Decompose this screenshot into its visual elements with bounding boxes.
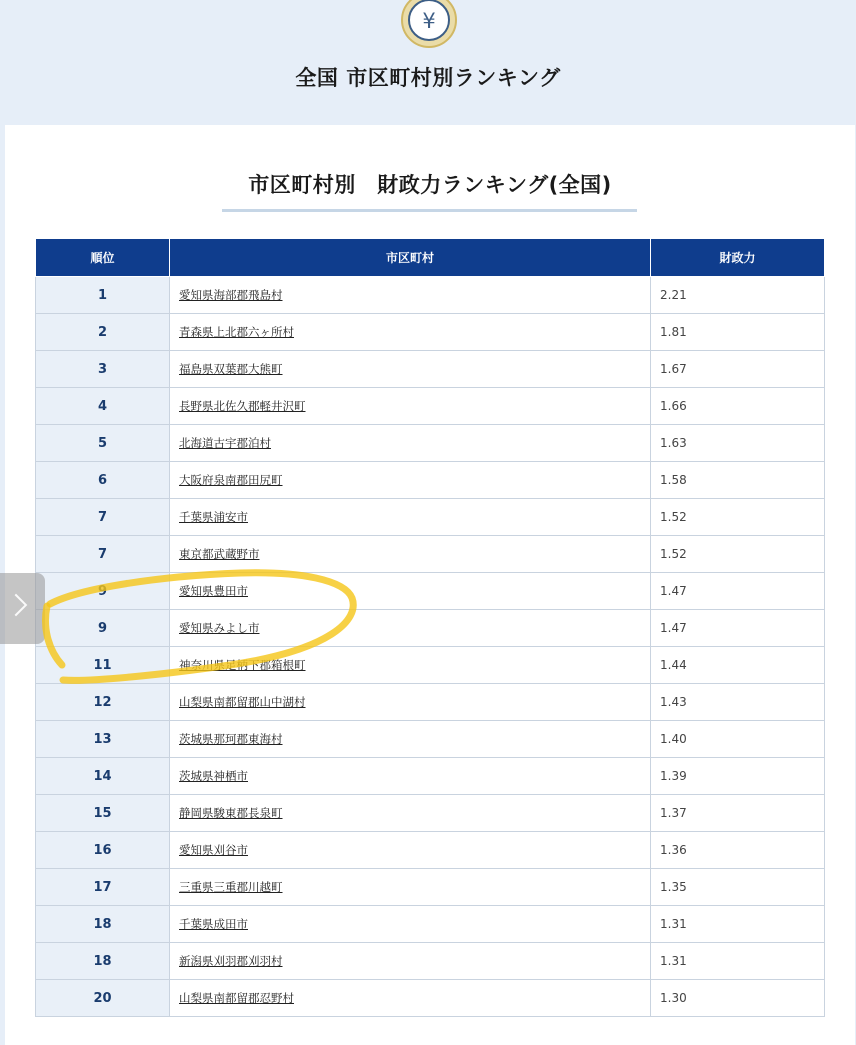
table-row: [36, 832, 825, 869]
fiscal-strength-cell: 2.21: [651, 277, 825, 314]
fiscal-strength-cell: 1.36: [651, 832, 825, 869]
municipality-link[interactable]: 新潟県刈羽郡刈羽村: [179, 954, 283, 968]
ranking-table: [35, 238, 825, 1017]
rank-cell: 7: [36, 536, 170, 573]
fiscal-strength-cell: 1.67: [651, 351, 825, 388]
municipality-cell: [170, 647, 651, 684]
fiscal-strength-cell: 1.39: [651, 758, 825, 795]
municipality-cell: [170, 795, 651, 832]
municipality-link[interactable]: 神奈川県足柄下郡箱根町: [179, 658, 306, 672]
table-row: [36, 462, 825, 499]
rank-cell: 6: [36, 462, 170, 499]
fiscal-strength-cell: 1.52: [651, 499, 825, 536]
table-row: [36, 721, 825, 758]
municipality-cell: [170, 721, 651, 758]
rank-cell: 20: [36, 980, 170, 1017]
fiscal-strength-cell: 1.35: [651, 869, 825, 906]
municipality-cell: [170, 610, 651, 647]
rank-cell: 18: [36, 943, 170, 980]
municipality-cell: [170, 980, 651, 1017]
rank-cell: 18: [36, 906, 170, 943]
table-header-row: [36, 239, 825, 277]
table-row: [36, 536, 825, 573]
municipality-link[interactable]: 愛知県みよし市: [179, 621, 260, 635]
fiscal-strength-cell: 1.81: [651, 314, 825, 351]
municipality-cell: [170, 425, 651, 462]
table-row: [36, 795, 825, 832]
yen-symbol: ¥: [422, 9, 436, 33]
fiscal-strength-cell: 1.52: [651, 536, 825, 573]
fiscal-strength-cell: 1.44: [651, 647, 825, 684]
table-row: [36, 758, 825, 795]
table-row: [36, 351, 825, 388]
table-row: [36, 943, 825, 980]
rank-cell: 4: [36, 388, 170, 425]
rank-cell: 16: [36, 832, 170, 869]
municipality-link[interactable]: 福島県双葉郡大熊町: [179, 362, 283, 376]
municipality-link[interactable]: 北海道古宇郡泊村: [179, 436, 271, 450]
yen-coin-icon: [401, 0, 457, 48]
fiscal-strength-cell: 1.47: [651, 573, 825, 610]
municipality-cell: [170, 351, 651, 388]
municipality-cell: [170, 832, 651, 869]
table-row: [36, 573, 825, 610]
table-row: [36, 647, 825, 684]
rank-cell: 3: [36, 351, 170, 388]
municipality-link[interactable]: 静岡県駿東郡長泉町: [179, 806, 283, 820]
municipality-link[interactable]: 山梨県南都留郡山中湖村: [179, 695, 306, 709]
municipality-link[interactable]: 長野県北佐久郡軽井沢町: [179, 399, 306, 413]
municipality-cell: [170, 573, 651, 610]
fiscal-strength-cell: 1.66: [651, 388, 825, 425]
table-row: [36, 906, 825, 943]
table-body: [36, 277, 825, 1017]
column-header-municipality: 市区町村: [170, 239, 651, 277]
rank-cell: 15: [36, 795, 170, 832]
ranking-title: 市区町村別 財政力ランキング(全国): [248, 173, 612, 197]
municipality-cell: [170, 314, 651, 351]
rank-cell: 17: [36, 869, 170, 906]
rank-cell: 2: [36, 314, 170, 351]
rank-cell: 13: [36, 721, 170, 758]
title-underline: [222, 209, 637, 212]
rank-cell: 1: [36, 277, 170, 314]
fiscal-strength-cell: 1.31: [651, 906, 825, 943]
municipality-link[interactable]: 山梨県南都留郡忍野村: [179, 991, 294, 1005]
table-row: [36, 610, 825, 647]
rank-cell: 9: [36, 610, 170, 647]
fiscal-strength-cell: 1.40: [651, 721, 825, 758]
column-header-rank: 順位: [36, 239, 170, 277]
municipality-cell: [170, 943, 651, 980]
municipality-cell: [170, 758, 651, 795]
fiscal-strength-cell: 1.43: [651, 684, 825, 721]
rank-cell: 12: [36, 684, 170, 721]
municipality-cell: [170, 869, 651, 906]
municipality-link[interactable]: 青森県上北郡六ヶ所村: [179, 325, 294, 339]
table-row: [36, 499, 825, 536]
table-row: [36, 388, 825, 425]
municipality-link[interactable]: 愛知県刈谷市: [179, 843, 248, 857]
rank-cell: 5: [36, 425, 170, 462]
municipality-link[interactable]: 千葉県浦安市: [179, 510, 248, 524]
fiscal-strength-cell: 1.58: [651, 462, 825, 499]
table-row: [36, 425, 825, 462]
fiscal-strength-cell: 1.63: [651, 425, 825, 462]
rank-cell: 9: [36, 573, 170, 610]
municipality-cell: [170, 536, 651, 573]
chevron-right-icon: [5, 594, 28, 617]
fiscal-strength-cell: 1.31: [651, 943, 825, 980]
municipality-cell: [170, 388, 651, 425]
rank-cell: 7: [36, 499, 170, 536]
municipality-cell: [170, 906, 651, 943]
municipality-link[interactable]: 愛知県豊田市: [179, 584, 248, 598]
table-row: [36, 869, 825, 906]
municipality-link[interactable]: 茨城県那珂郡東海村: [179, 732, 283, 746]
table-row: [36, 980, 825, 1017]
table-row: [36, 314, 825, 351]
municipality-cell: [170, 499, 651, 536]
municipality-link[interactable]: 千葉県成田市: [179, 917, 248, 931]
municipality-link[interactable]: 茨城県神栖市: [179, 769, 248, 783]
fiscal-strength-cell: 1.30: [651, 980, 825, 1017]
municipality-cell: [170, 462, 651, 499]
page-header: [0, 0, 856, 125]
municipality-cell: [170, 277, 651, 314]
municipality-link[interactable]: 愛知県海部郡飛島村: [179, 288, 283, 302]
municipality-cell: [170, 684, 651, 721]
table-row: [36, 684, 825, 721]
column-header-fiscal-strength: 財政力: [651, 239, 825, 277]
municipality-link[interactable]: 東京都武蔵野市: [179, 547, 260, 561]
municipality-link[interactable]: 大阪府泉南郡田尻町: [179, 473, 283, 487]
fiscal-strength-cell: 1.47: [651, 610, 825, 647]
rank-cell: 14: [36, 758, 170, 795]
fiscal-strength-cell: 1.37: [651, 795, 825, 832]
rank-cell: 11: [36, 647, 170, 684]
ranking-card: [5, 125, 855, 1045]
municipality-link[interactable]: 三重県三重郡川越町: [179, 880, 283, 894]
site-title: 全国 市区町村別ランキング: [295, 66, 561, 90]
table-row: [36, 277, 825, 314]
side-drawer-tab[interactable]: [0, 573, 45, 644]
